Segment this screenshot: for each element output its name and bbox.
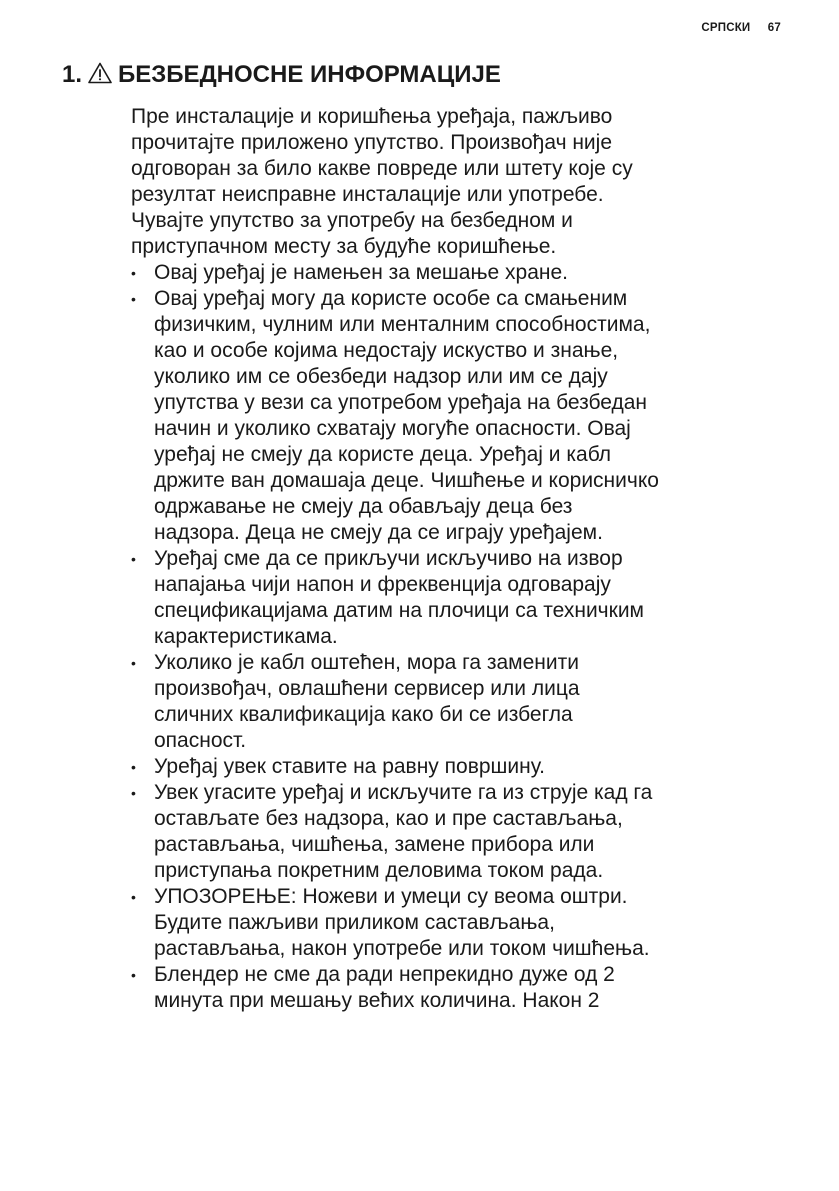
list-item — [131, 780, 791, 884]
intro-line: Чувајте упутство за употребу на безбедном и — [131, 209, 573, 232]
list-item-line: произвођач, овлашћени сервисер или лица — [154, 677, 580, 700]
list-item-line: приступања покретним деловима током рада. — [154, 859, 604, 882]
list-item-line: • Уређај сме да се прикључи искључиво на извор — [154, 547, 623, 570]
list-item-line: као и особе којима недостају искуство и знање, — [154, 339, 619, 362]
list-item-line: • Блендер не сме да ради непрекидно дуже од 2 — [154, 963, 615, 986]
list-item-line: сличних квалификација како би се избегла — [154, 703, 573, 726]
list-item — [131, 884, 791, 962]
safety-content — [131, 104, 791, 1014]
section-title — [62, 60, 501, 90]
list-item-line: држите ван домашаја деце. Чишћење и корисничко — [154, 469, 659, 492]
list-item-line: одржавање не смеју да обављају деца без — [154, 495, 573, 518]
list-item-line: • Увек угасите уређај и искључите га из струје кад га — [154, 781, 653, 804]
list-item-line: спецификацијама датим на плочици са техничким — [154, 599, 644, 622]
section-title-text: БЕЗБЕДНОСНЕ ИНФОРМАЦИЈЕ — [118, 61, 501, 88]
list-item — [131, 260, 791, 286]
intro-line: одговоран за било какве повреде или штету које су — [131, 157, 633, 180]
list-item-line: уређај не смеју да користе деца. Уређај и кабл — [154, 443, 612, 466]
list-item — [131, 754, 791, 780]
list-item-line: растављања, чишћења, замене прибора или — [154, 833, 595, 856]
intro-line: прочитајте приложено упутство. Произвођач није — [131, 131, 613, 154]
list-item-line: уколико им се обезбеди надзор или им се дају — [154, 365, 608, 388]
list-item-line: • Уређај увек ставите на равну површину. — [154, 755, 545, 778]
safety-list — [131, 260, 791, 1014]
page-number: 67 — [767, 22, 781, 34]
list-item-line: упутства у вези са употребом уређаја на безбедан — [154, 391, 648, 414]
intro-line: приступачном месту за будуће коришћење. — [131, 235, 557, 258]
intro-line: Пре инсталације и коришћења уређаја, пажљиво — [131, 105, 613, 128]
list-item-line: • Овај уређај могу да користе особе са смањеним — [154, 287, 628, 310]
list-item-line: надзора. Деца не смеју да се играју уређајем. — [154, 521, 603, 544]
list-item-line: • УПОЗОРЕЊЕ: Ножеви и умеци су веома оштри. — [154, 885, 628, 908]
list-item — [131, 650, 791, 754]
list-item-line: напајања чији напон и фреквенција одговарају — [154, 573, 611, 596]
list-item-line: начин и уколико схватају могуће опасности. Овај — [154, 417, 631, 440]
list-item-line: физичким, чулним или менталним способностима, — [154, 313, 651, 336]
list-item — [131, 546, 791, 650]
intro-paragraph — [131, 104, 791, 260]
list-item-line: карактеристикама. — [154, 625, 338, 648]
list-item-line: • Овај уређај је намењен за мешање хране. — [154, 261, 568, 284]
warning-triangle-icon — [88, 62, 112, 84]
running-header — [701, 22, 781, 34]
list-item-line: остављате без надзора, као и пре састављања, — [154, 807, 623, 830]
list-item-line: опасност. — [154, 729, 247, 752]
language-label: СРПСКИ — [701, 22, 751, 34]
list-item-line: Будите пажљиви приликом састављања, — [154, 911, 555, 934]
list-item-line: растављања, након употребе или током чишћења. — [154, 937, 650, 960]
list-item — [131, 286, 791, 546]
intro-line: резултат неисправне инсталације или употребе. — [131, 183, 604, 206]
list-item-line: • Уколико је кабл оштећен, мора га заменити — [154, 651, 579, 674]
list-item — [131, 962, 791, 1014]
section-number: 1. — [62, 61, 83, 88]
list-item-line: минута при мешању већих количина. Након 2 — [154, 989, 600, 1012]
